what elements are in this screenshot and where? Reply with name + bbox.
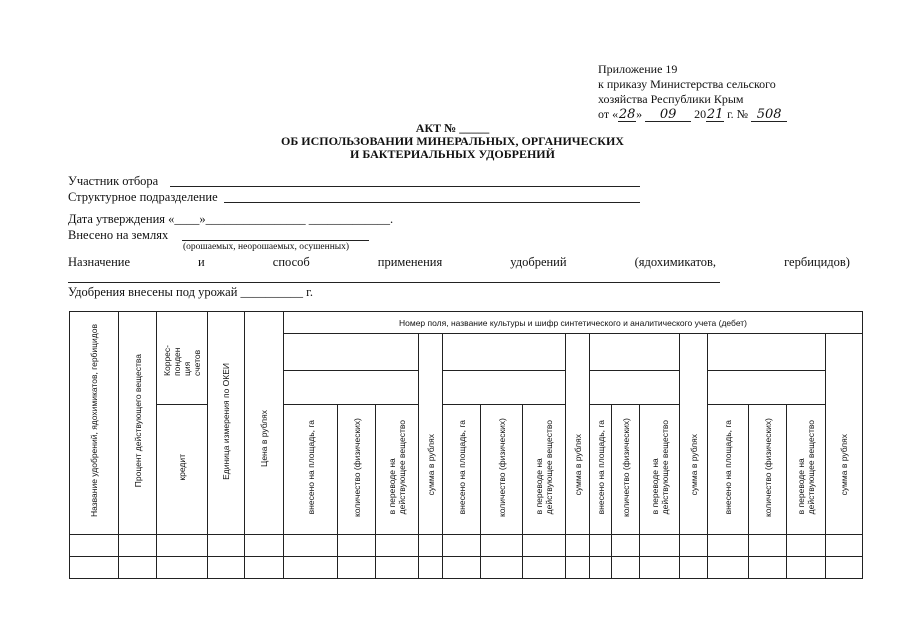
act-subtitle-2: И БАКТЕРИАЛЬНЫХ УДОБРЕНИЙ bbox=[350, 147, 555, 161]
field-4-sum: сумма в рублях bbox=[826, 334, 863, 535]
field-3-sum: сумма в рублях bbox=[680, 334, 708, 535]
sub-area-3: внесено на площадь, га bbox=[590, 405, 612, 535]
sub-area-1: внесено на площадь, га bbox=[284, 405, 338, 535]
handwritten-day: 28 bbox=[618, 107, 636, 122]
sub-area-4: внесено на площадь, га bbox=[708, 405, 749, 535]
appendix-line-2: к приказу Министерства сельского bbox=[598, 77, 776, 91]
field-4-header bbox=[708, 334, 826, 371]
handwritten-number: 508 bbox=[751, 109, 787, 122]
col-header-correspondence: Коррес- понден ция счетов bbox=[157, 312, 208, 405]
lands-line bbox=[182, 240, 369, 241]
sub-qty-1: количество (физических) bbox=[338, 405, 376, 535]
sub-active-2: в переводе на действующее вещество bbox=[523, 405, 566, 535]
field-2-header bbox=[443, 334, 566, 371]
sub-area-2: внесено на площадь, га bbox=[443, 405, 481, 535]
field-1-sum: сумма в рублях bbox=[419, 334, 443, 535]
act-subtitle-1: ОБ ИСПОЛЬЗОВАНИИ МИНЕРАЛЬНЫХ, ОРГАНИЧЕСКИХ bbox=[281, 134, 624, 148]
field-2-sum: сумма в рублях bbox=[566, 334, 590, 535]
col-header-price: Цена в рублях bbox=[245, 312, 284, 535]
appendix-line-1: Приложение 19 bbox=[598, 62, 678, 76]
group-header: Номер поля, название культуры и шифр синтетического и аналитического учета (дебет) bbox=[284, 312, 863, 334]
field-1-header bbox=[284, 334, 419, 371]
sub-qty-4: количество (физических) bbox=[749, 405, 787, 535]
handwritten-year: 21 bbox=[706, 107, 724, 122]
sub-active-4: в переводе на действующее вещество bbox=[787, 405, 826, 535]
sub-active-1: в переводе на действующее вещество bbox=[376, 405, 419, 535]
fertilizer-table bbox=[69, 311, 863, 579]
col-header-credit: кредит bbox=[157, 405, 208, 535]
participant-line bbox=[170, 186, 640, 187]
table-row bbox=[70, 535, 863, 557]
lands-label: Внесено на землях bbox=[68, 228, 169, 242]
col-header-name: Название удобрений, ядохимикатов, гербицидов bbox=[70, 312, 119, 535]
field-3-header bbox=[590, 334, 680, 371]
table-row bbox=[70, 557, 863, 579]
act-title: АКТ № _____ bbox=[415, 121, 490, 135]
sub-active-3: в переводе на действующее вещество bbox=[640, 405, 680, 535]
appendix-block bbox=[598, 62, 787, 122]
lands-note: (орошаемых, неорошаемых, осушенных) bbox=[183, 242, 350, 252]
sub-qty-2: количество (физических) bbox=[481, 405, 523, 535]
col-header-unit: Единица измерения по ОКЕИ bbox=[208, 312, 245, 535]
division-label: Структурное подразделение bbox=[68, 190, 218, 204]
sub-qty-3: количество (физических) bbox=[612, 405, 640, 535]
appendix-date-line: от «28» 09 2021 г. № 508 bbox=[598, 107, 787, 122]
appendix-line-3: хозяйства Республики Крым bbox=[598, 92, 744, 106]
purpose-underline bbox=[68, 282, 720, 283]
col-header-percent: Процент действующего вещества bbox=[119, 312, 157, 535]
division-line bbox=[224, 202, 640, 203]
harvest-line: Удобрения внесены под урожай __________ г. bbox=[68, 285, 314, 299]
approval-date: Дата утверждения «____»________________ _____________. bbox=[68, 212, 394, 226]
purpose-line: Назначение и способ применения удобрений (ядохимикатов, гербицидов) bbox=[68, 255, 850, 269]
handwritten-month: 09 bbox=[645, 109, 691, 122]
participant-label: Участник отбора bbox=[68, 174, 159, 188]
